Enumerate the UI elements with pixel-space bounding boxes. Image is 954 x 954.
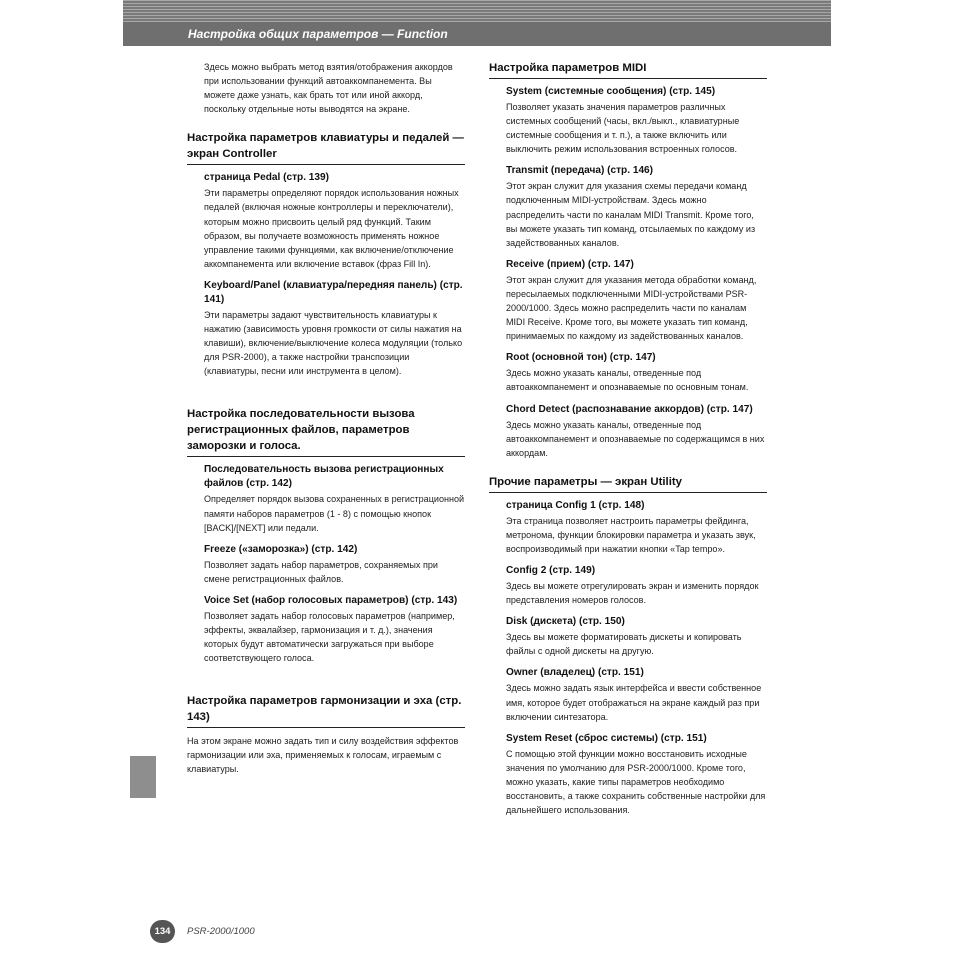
registration-section: [204, 463, 465, 665]
item-title: страница Config 1 (стр. 148): [506, 499, 645, 511]
intro-text: Здесь можно выбрать метод взятия/отображения аккордов при использовании функций автоаккомпанемента. Вы можете даже узнать, как брать тот или иной аккорд, поскольку отдельные ноты выводятся на экране.: [204, 62, 453, 115]
harmony-heading: Настройка параметров гармонизации и эха (стр. 143): [187, 693, 465, 728]
item-text: Определяет порядок вызова сохраненных в регистрационной памяти наборов параметров (1 - 8) с помощью кнопок [BACK]/[NEXT] или педали.: [204, 494, 465, 533]
item-text: Этот экран служит для указания схемы передачи команд подключенным MIDI-устройствам. Здесь можно распределить части по каналам MIDI Transmit. Кроме того, вы можете указать тип команд, отсылаемых по каждому из задействованных каналов.: [506, 181, 756, 248]
header-stripes: [123, 0, 831, 22]
page-number: 134: [150, 920, 175, 943]
item-text: Здесь можно указать каналы, отведенные под автоаккомпанемент и опознаваемые по содержащимся в них аккордам.: [506, 419, 765, 458]
item-title: Transmit (передача) (стр. 146): [506, 165, 654, 177]
section-title: Настройка общих параметров — Function: [188, 27, 448, 41]
midi-heading: Настройка параметров MIDI: [489, 60, 767, 79]
item-title: Root (основной тон) (стр. 147): [506, 352, 656, 364]
harmony-text: На этом экране можно задать тип и силу воздействия эффектов гармонизации или эха, применяемых к голосам, играемым с клавиатуры.: [187, 736, 459, 775]
controller-heading: Настройка параметров клавиатуры и педалей — экран Controller: [187, 130, 465, 165]
item-text: Позволяет задать набор голосовых параметров (например, эффекты, эквалайзер, гармонизация и т. д.), значения которых будут автоматически загружаться при выборе соответствующего голоса.: [204, 610, 455, 664]
item-title: Receive (прием) (стр. 147): [506, 258, 634, 270]
right-column: [489, 60, 767, 817]
item-title: Последовательность вызова регистрационных файлов (стр. 142): [204, 464, 444, 490]
item-text: Эти параметры определяют порядок использования ножных педалей (включая ножные контроллеры и переключатели), которым можно присвоить целый ряд функций. Таким образом, вы получаете возможность применять ножное управление такими функциями, как включение/отключение аккомпанемента или включение вставок (фраз Fill In).: [204, 188, 459, 269]
controller-section: [204, 171, 465, 378]
item-title: Disk (дискета) (стр. 150): [506, 616, 625, 628]
item-text: Здесь можно задать язык интерфейса и ввести собственное имя, которое будет отображаться на экране каждый раз при включении синтезатора.: [506, 683, 762, 722]
item-text: Здесь можно указать каналы, отведенные под автоаккомпанемент и опознаваемые по основным тонам.: [506, 368, 749, 393]
model-name: PSR-2000/1000: [187, 926, 255, 937]
item-title: System (системные сообщения) (стр. 145): [506, 86, 716, 97]
utility-section: [506, 499, 767, 817]
utility-heading: Прочие параметры — экран Utility: [489, 474, 767, 493]
item-title: Voice Set (набор голосовых параметров) (стр. 143): [204, 594, 458, 606]
item-text: Здесь вы можете форматировать дискеты и копировать файлы с одной дискеты на другую.: [506, 632, 742, 657]
item-title: System Reset (сброс системы) (стр. 151): [506, 732, 707, 744]
section-header-bar: [123, 0, 831, 46]
left-column: [187, 60, 465, 777]
item-text: Эти параметры задают чувствительность клавиатуры к нажатию (зависимость уровня громкости от силы нажатия на клавиши), включение/выключение колеса модуляции (только для PSR-2000), а также настройки транспозиции (клавиатуры, песни или инструмента в целом).: [204, 309, 463, 377]
item-title: Config 2 (стр. 149): [506, 565, 596, 577]
item-text: Эта страница позволяет настроить параметры фейдинга, метронома, функции блокировки параметра и указать звук, воспроизводимый при нажатии кнопки «Tap tempo».: [506, 515, 756, 554]
chapter-side-tab: [130, 756, 156, 798]
item-title: Freeze («заморозка») (стр. 142): [204, 543, 358, 555]
midi-section: [506, 85, 767, 460]
item-text: С помощью этой функции можно восстановить исходные значения по умолчанию для PSR-2000/1000. Кроме того, можно указать, какие типы параметров необходимо восстановить, а также сохранить собственные настройки для дальнейшего использования.: [506, 748, 766, 816]
registration-heading: Настройка последовательности вызова регистрационных файлов, параметров заморозки и голоса.: [187, 406, 465, 457]
item-title: Owner (владелец) (стр. 151): [506, 667, 644, 679]
item-title: страница Pedal (стр. 139): [204, 172, 330, 184]
item-text: Позволяет указать значения параметров различных системных сообщений (часы, вкл./выкл., клавиатурные системные сообщения и т. п.), а также включить или выключить режим использования встроенных голосов.: [506, 102, 740, 155]
item-title: Keyboard/Panel (клавиатура/передняя панель) (стр. 141): [204, 279, 463, 305]
item-text: Позволяет задать набор параметров, сохраняемых при смене регистрационных файлов.: [204, 559, 438, 584]
item-text: Здесь вы можете отрегулировать экран и изменить порядок представления номеров голосов.: [506, 581, 759, 606]
item-title: Chord Detect (распознавание аккордов) (стр. 147): [506, 403, 753, 415]
item-text: Этот экран служит для указания метода обработки команд, пересылаемых подключенными MIDI-устройствами PSR-2000/1000. Здесь можно распределить части по каналам MIDI Receive. Кроме того, вы можете указать тип команд, принимаемых по каждому из задействованных каналов.: [506, 274, 757, 342]
